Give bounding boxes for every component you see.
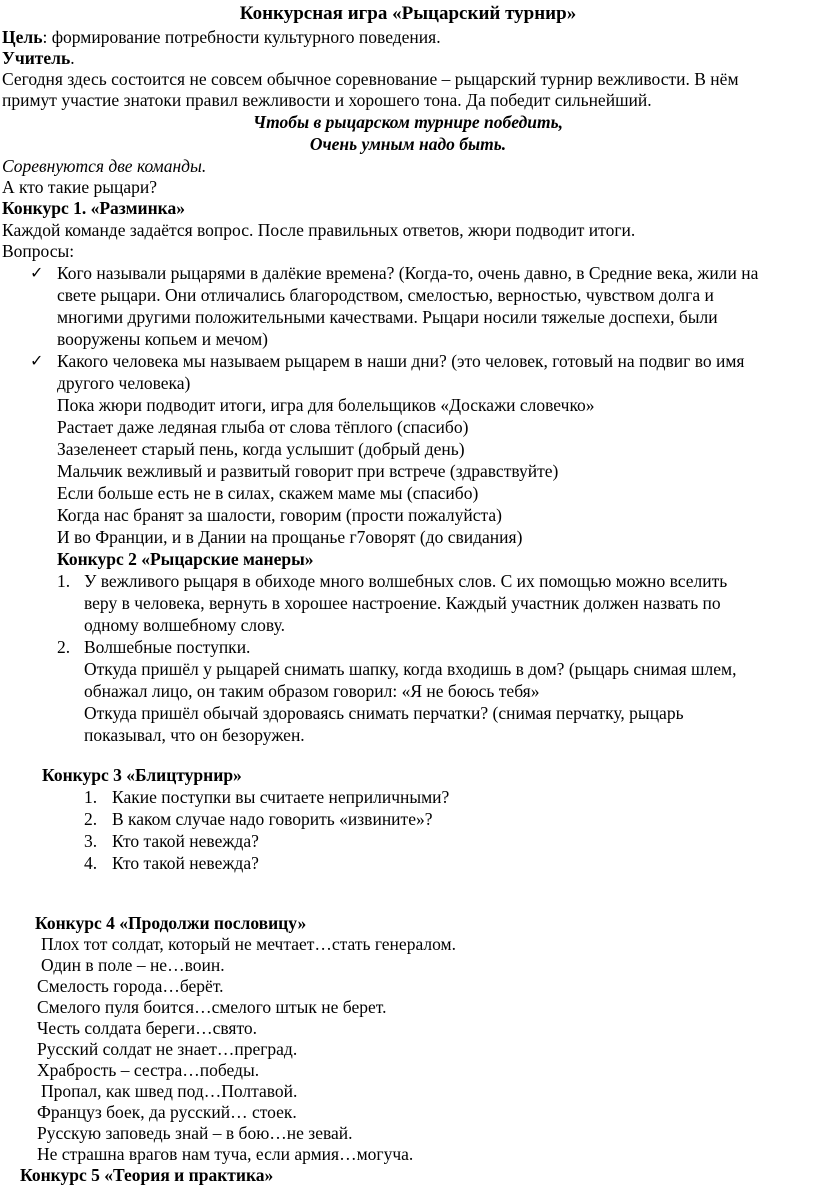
item-number: 1. (84, 787, 98, 807)
q1-line-4: вооружены копьем и мечом) (57, 329, 268, 349)
item-number: 4. (84, 853, 98, 873)
teacher-label: Учитель (2, 48, 71, 68)
contest2-heading: Конкурс 2 «Рыцарские манеры» (57, 549, 314, 569)
proverb: Пропал, как швед под…Полтавой. (41, 1081, 298, 1101)
c3-item-3: Кто такой невежда? (112, 831, 259, 851)
item-number: 2. (57, 637, 71, 657)
proverb: Смелость города…берёт. (37, 976, 224, 996)
q1-line-2: свете рыцари. Они отличались благородством, смелостью, верностью, чувством долга и (57, 285, 714, 305)
c2-item2-line-3: обнажал лицо, он таким образом говорил: «Я не боюсь тебя» (84, 681, 540, 701)
intro-line-1: Сегодня здесь состоится не совсем обычное соревнование – рыцарский турнир вежливости. В нём (2, 69, 739, 89)
teams-line: Соревнуются две команды. (2, 156, 207, 176)
fans-line-6: Когда нас бранят за шалости, говорим (прости пожалуйста) (57, 505, 502, 525)
proverb: Русскую заповедь знай – в бою…не зевай. (37, 1123, 353, 1143)
c2-item2-line-5: показывал, что он безоружен. (84, 725, 305, 745)
teacher-line: Учитель. (2, 48, 75, 68)
fans-line-2: Растает даже ледяная глыба от слова тёплого (спасибо) (57, 417, 469, 437)
proverb: Русский солдат не знает…преград. (37, 1039, 298, 1059)
c2-item2-line-1: Волшебные поступки. (84, 637, 251, 657)
c2-item2-line-2: Откуда пришёл у рыцарей снимать шапку, когда входишь в дом? (рыцарь снимая шлем, (84, 659, 737, 679)
item-number: 1. (57, 571, 71, 591)
fans-line-5: Если больше есть не в силах, скажем маме мы (спасибо) (57, 483, 479, 503)
contest1-intro: Каждой команде задаётся вопрос. После правильных ответов, жюри подводит итоги. (2, 220, 636, 240)
fans-line-1: Пока жюри подводит итоги, игра для болельщиков «Доскажи словечко» (57, 395, 595, 415)
proverb: Плох тот солдат, который не мечтает…стать генералом. (41, 934, 456, 954)
checkmark-icon: ✓ (30, 353, 44, 370)
motto-line-1: Чтобы в рыцарском турнире победить, (253, 112, 563, 132)
proverb: Француз боек, да русский… стоек. (37, 1102, 297, 1122)
q2-line-2: другого человека) (57, 373, 191, 393)
c3-item-2: В каком случае надо говорить «извините»? (112, 809, 433, 829)
questions-label: Вопросы: (2, 241, 75, 261)
goal-line (2, 27, 441, 49)
contest3-heading: Конкурс 3 «Блицтурнир» (42, 765, 242, 785)
proverb: Храбрость – сестра…победы. (37, 1060, 260, 1080)
item-number: 3. (84, 831, 98, 851)
fans-line-4: Мальчик вежливый и развитый говорит при встрече (здравствуйте) (57, 461, 559, 481)
c3-item-1: Какие поступки вы считаете неприличными? (112, 787, 450, 807)
contest4-heading: Конкурс 4 «Продолжи пословицу» (35, 913, 307, 933)
c2-item2-line-4: Откуда пришёл обычай здороваясь снимать перчатки? (снимая перчатку, рыцарь (84, 703, 684, 723)
proverb: Смелого пуля боится…смелого штык не берет. (37, 997, 387, 1017)
proverb: Один в поле – не…воин. (41, 955, 225, 975)
q1-line-3: многими другими положительными качествами. Рыцари носили тяжелые доспехи, были (57, 307, 718, 327)
fans-line-7: И во Франции, и в Дании на прощанье г7оворят (до свидания) (57, 527, 523, 547)
c2-item1-line-2: веру в человека, вернуть в хорошее настроение. Каждый участник должен назвать по (84, 593, 721, 613)
motto-line-2: Очень умным надо быть. (309, 134, 507, 154)
c2-item1-line-3: одному волшебному слову. (84, 615, 285, 635)
intro-line-2: примут участие знатоки правил вежливости и хорошего тона. Да победит сильнейший. (2, 90, 652, 110)
q2-line-1: Какого человека мы называем рыцарем в наши дни? (это человек, готовый на подвиг во имя (57, 351, 745, 371)
contest5-heading: Конкурс 5 «Теория и практика» (20, 1165, 274, 1185)
c3-item-4: Кто такой невежда? (112, 853, 259, 873)
q1-line-1: Кого называли рыцарями в далёкие времена? (Когда-то, очень давно, в Средние века, жили на (57, 263, 759, 283)
contest1-heading: Конкурс 1. «Разминка» (2, 198, 185, 218)
fans-line-3: Зазеленеет старый пень, когда услышит (добрый день) (57, 439, 465, 459)
c2-item1-line-1: У вежливого рыцаря в обиходе много волшебных слов. С их помощью можно вселить (84, 571, 728, 591)
question-knights: А кто такие рыцари? (2, 177, 157, 197)
goal-text: : формирование потребности культурного поведения. (42, 27, 441, 47)
checkmark-icon: ✓ (30, 265, 44, 282)
proverb: Не страшна врагов нам туча, если армия…могуча. (37, 1144, 414, 1164)
proverb: Честь солдата береги…свято. (37, 1018, 257, 1038)
goal-label: Цель (2, 27, 43, 47)
item-number: 2. (84, 809, 98, 829)
document-title: Конкурсная игра «Рыцарский турнир» (239, 3, 577, 24)
